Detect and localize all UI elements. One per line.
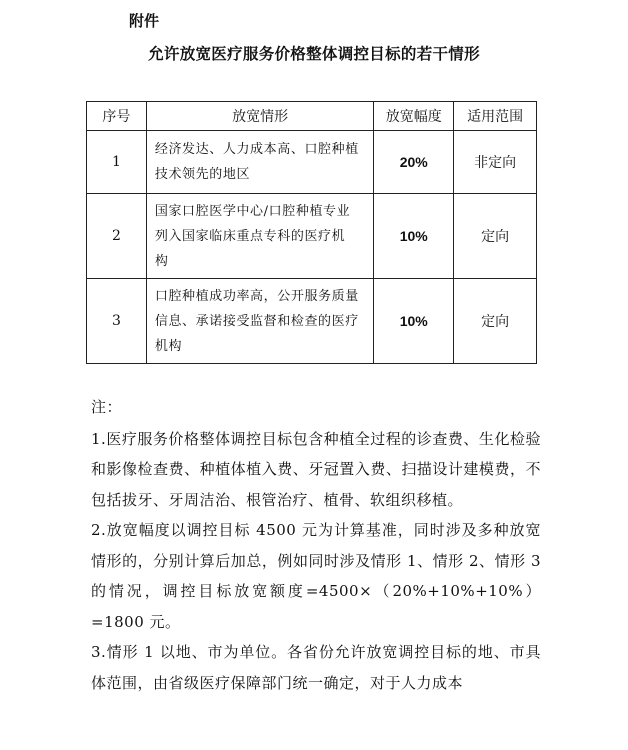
table-row xyxy=(87,131,537,194)
row-scope: 定向 xyxy=(454,279,537,364)
situation-line: 经济发达、人力成本高、口腔种植 xyxy=(154,142,359,157)
row-situation xyxy=(146,131,373,194)
document-title: 允许放宽医疗服务价格整体调控目标的若干情形 xyxy=(148,45,480,63)
row-situation xyxy=(146,194,373,279)
situation-line: 国家口腔医学中心/口腔种植专业 xyxy=(154,203,351,219)
situation-line: 列入国家临床重点专科的医疗机 xyxy=(154,228,346,244)
header-rate: 放宽幅度 xyxy=(374,102,454,131)
row-rate: 20% xyxy=(374,131,454,194)
row-scope: 定向 xyxy=(454,194,537,279)
row-rate: 10% xyxy=(374,279,454,364)
header-situation: 放宽情形 xyxy=(146,102,373,131)
notes-label: 注： xyxy=(91,398,123,416)
note-item-2: 2.放宽幅度以调控目标 4500 元为计算基准，同时涉及多种放宽情形的，分别计算后加总，例如同时涉及情形 1、情形 2、情形 3 的情况，调控目标放宽额度=4500×（20%+10%+10%）=1800 元。 xyxy=(91,521,541,631)
situation-line: 构 xyxy=(154,253,169,269)
situation-line: 机构 xyxy=(154,338,183,354)
row-index: 2 xyxy=(87,194,147,279)
note-item-3: 3.情形 1 以地、市为单位。各省份允许放宽调控目标的地、市具体范围，由省级医疗保障部门统一确定，对于人力成本 xyxy=(91,643,541,692)
header-scope: 适用范围 xyxy=(454,102,537,131)
notes-section xyxy=(91,392,541,698)
situation-line: 技术领先的地区 xyxy=(154,167,251,182)
row-index: 3 xyxy=(87,279,147,364)
table-header-row xyxy=(87,102,537,131)
note-item-1: 1.医疗服务价格整体调控目标包含种植全过程的诊查费、生化检验和影像检查费、种植体植入费、牙冠置入费、扫描设计建模费，不包括拔牙、牙周洁治、根管治疗、植骨、软组织移植。 xyxy=(91,429,541,509)
table-row xyxy=(87,194,537,279)
situation-line: 口腔种植成功率高，公开服务质量 xyxy=(154,288,359,304)
relaxation-table xyxy=(86,101,537,364)
attachment-label: 附件 xyxy=(129,12,160,30)
situation-line: 信息、承诺接受监督和检查的医疗 xyxy=(154,313,359,329)
row-scope: 非定向 xyxy=(454,131,537,194)
row-situation xyxy=(146,279,373,364)
table-row xyxy=(87,279,537,364)
header-index: 序号 xyxy=(87,102,147,131)
row-rate: 10% xyxy=(374,194,454,279)
row-index: 1 xyxy=(87,131,147,194)
